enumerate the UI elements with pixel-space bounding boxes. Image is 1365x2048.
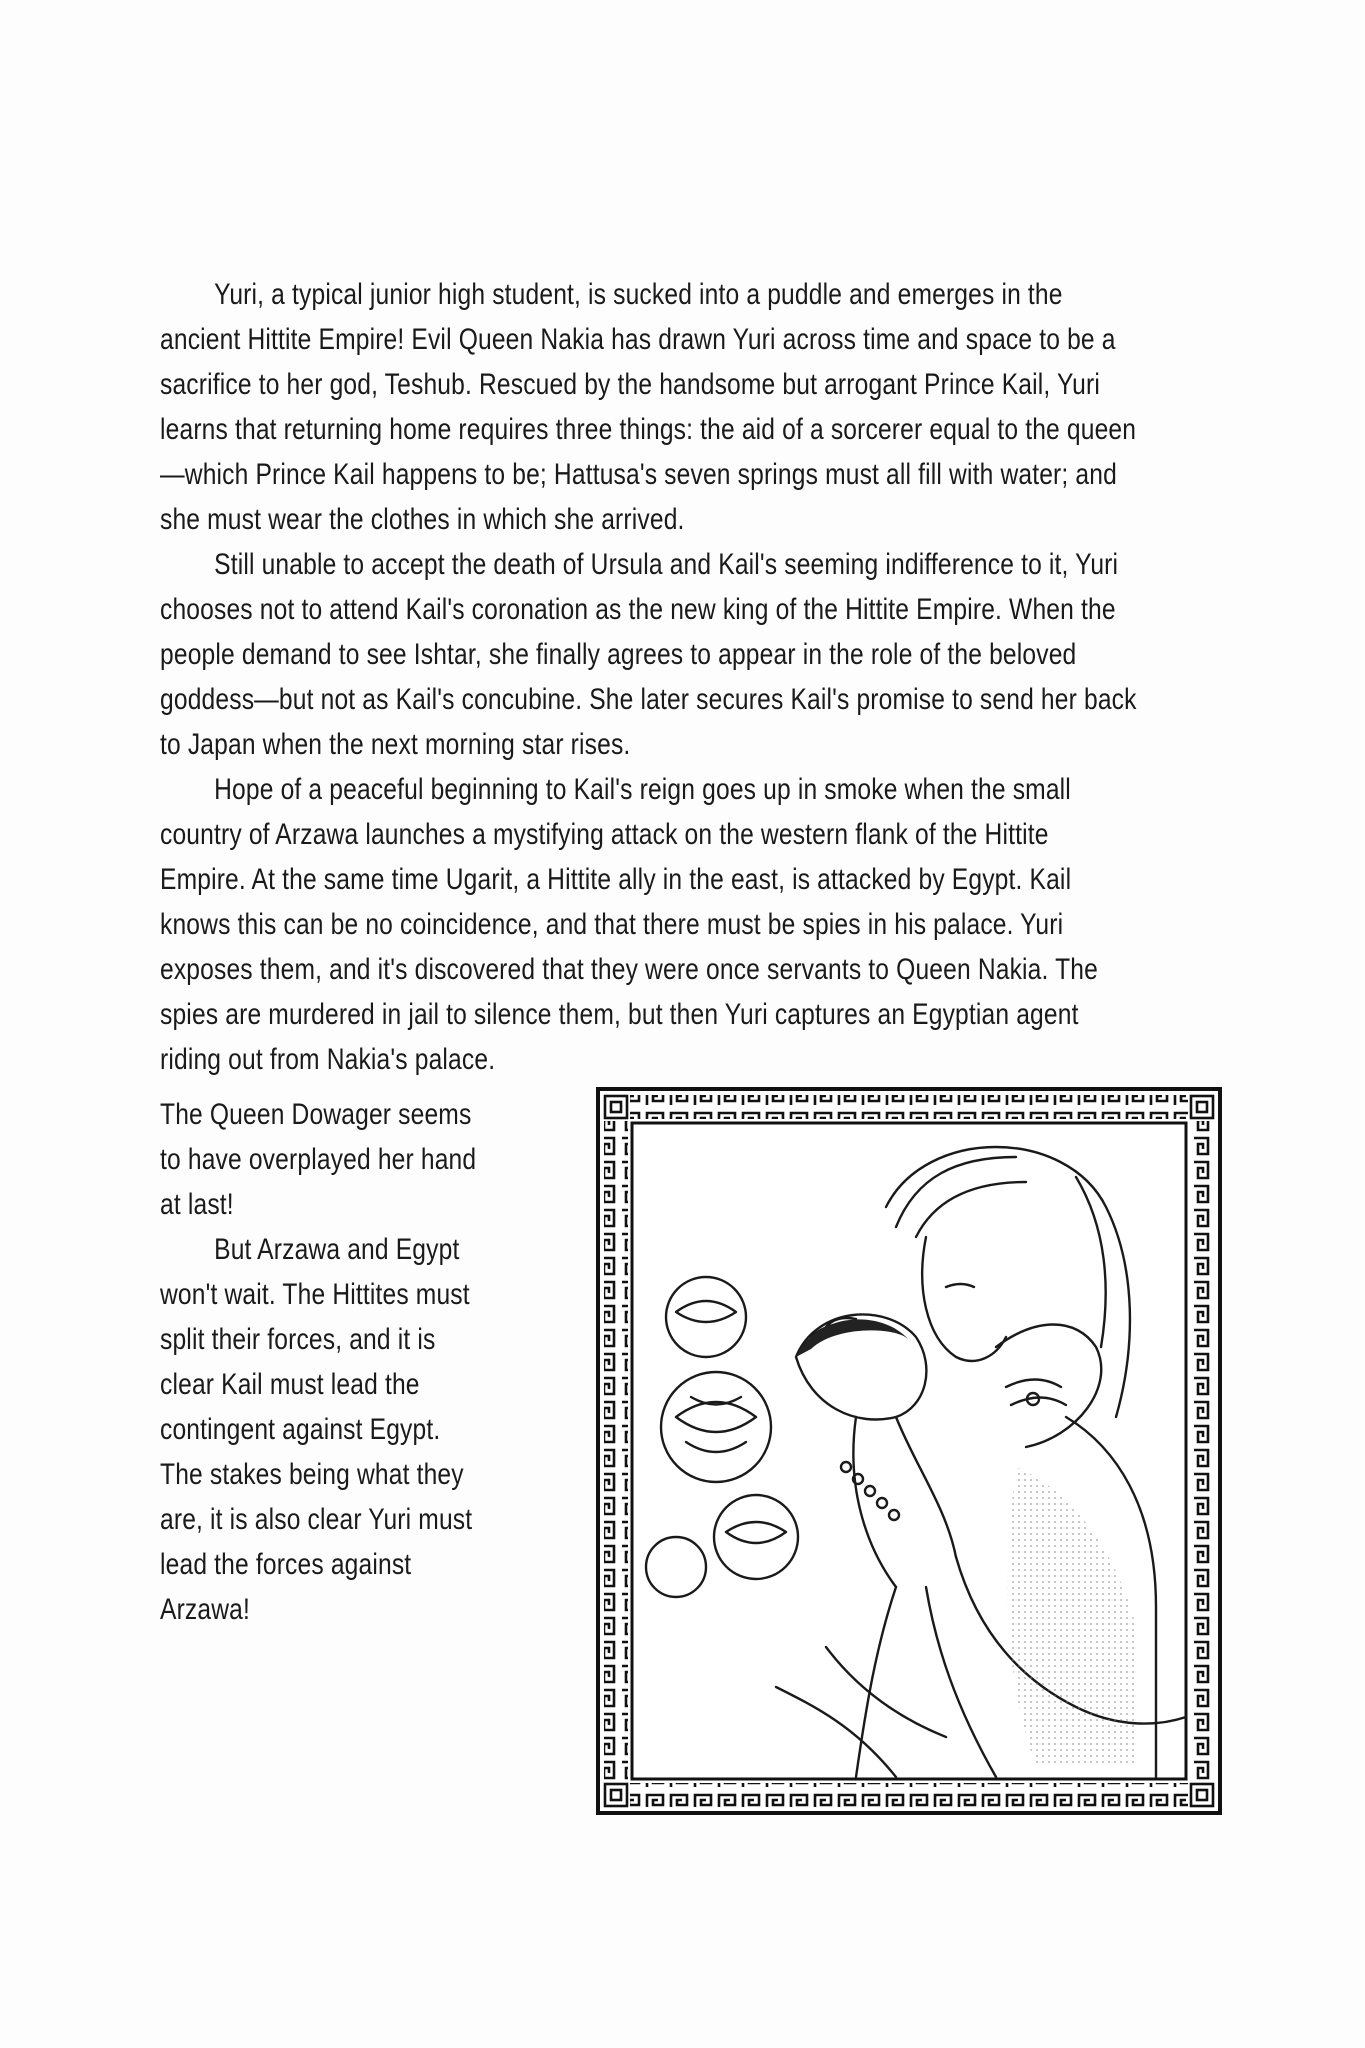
illustration-frame xyxy=(596,1087,1222,1815)
synopsis-paragraph-1: Yuri, a typical junior high student, is sucked into a puddle and emerges in the ancient Hittite Empire! Evil Queen Nakia has drawn Yuri across time and space to be a sacrifice to her god, Teshub. Rescued by the handsome but arrogant Prince Kail, Yuri learns that returning home requires three things: the aid of a sorcerer equal to the queen—which Prince Kail happens to be; Hattusa's seven springs must all fill with water; and she must wear the clothes in which she arrived. xyxy=(160,278,1137,536)
synopsis-paragraph-2: Still unable to accept the death of Ursula and Kail's seeming indifference to it, Yuri chooses not to attend Kail's coronation as the new king of the Hittite Empire. When the people demand to see Ishtar, she finally agrees to appear in the role of the beloved goddess—but not as Kail's concubine. She later secures Kail's promise to send her back to Japan when the next morning star rises. xyxy=(160,548,1137,761)
synopsis-paragraph-3: Hope of a peaceful beginning to Kail's reign goes up in smoke when the small country of Arzawa launches a mystifying attack on the western flank of the Hittite Empire. At the same time Ugarit, a Hittite ally in the east, is attacked by Egypt. Kail knows this can be no coincidence, and that there must be spies in his palace. Yuri exposes them, and it's discovered that they were once servants to Queen Nakia. The spies are murdered in jail to silence them, but then Yuri captures an Egyptian agent riding out from Nakia's palace. xyxy=(160,773,1098,1076)
synopsis-paragraph-4: But Arzawa and Egypt won't wait. The Hittites must split their forces, and it is clear Kail must lead the contingent against Egypt. The stakes being what they are, it is also clear Yuri must lead the forces against Arzawa! xyxy=(160,1233,473,1626)
synopsis-top-block xyxy=(160,272,1140,1082)
synopsis-paragraph-3-continued: The Queen Dowager seems to have overplayed her hand at last! xyxy=(160,1098,477,1221)
embracing-couple-illustration-icon xyxy=(596,1087,1222,1815)
synopsis-side-block xyxy=(160,1092,488,1632)
